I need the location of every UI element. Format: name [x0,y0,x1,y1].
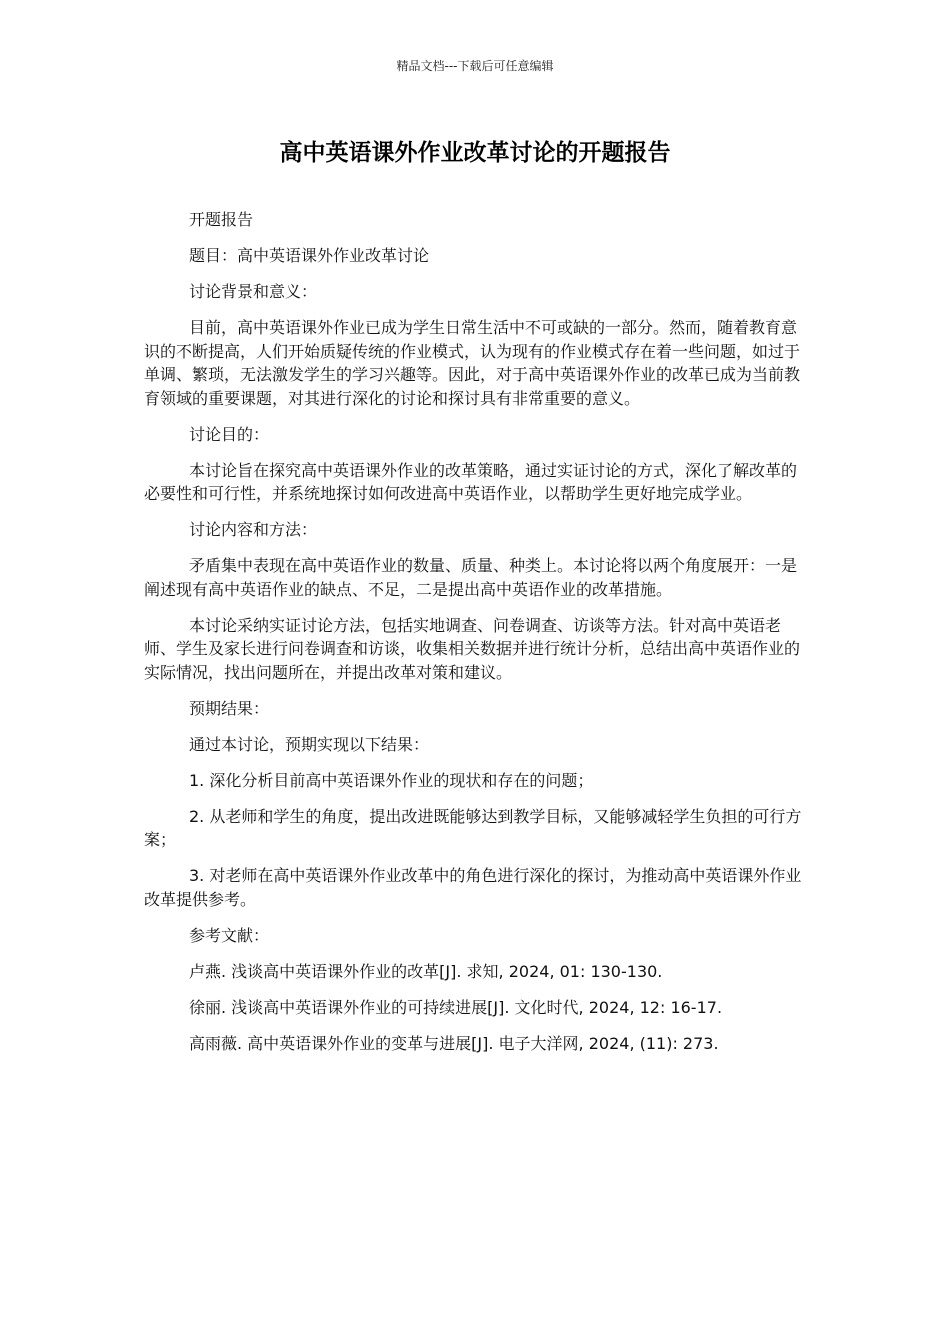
result-item-3: 3. 对老师在高中英语课外作业改革中的角色进行深化的探讨，为推动高中英语课外作业改革提供参考。 [144,866,802,909]
heading-background: 讨论背景和意义： [189,282,318,301]
paragraph-content: 矛盾集中表现在高中英语作业的数量、质量、种类上。本讨论将以两个角度展开：一是阐述现有高中英语作业的缺点、不足，二是提出高中英语作业的改革措施。 [144,556,798,599]
document-body [144,208,812,1068]
section-label-report: 开题报告 [189,210,254,229]
header-note: 精品文档---下载后可任意编辑 [396,59,554,73]
result-item-1: 1. 深化分析目前高中英语课外作业的现状和存在的问题； [189,770,594,790]
paragraph-background: 目前，高中英语课外作业已成为学生日常生活中不可或缺的一部分。然而，随着教育意识的不断提高，人们开始质疑传统的作业模式，认为现有的作业模式存在着一些问题，如过于单调、繁琐，无法激发学生的学习兴趣等。因此，对于高中英语课外作业的改革已成为当前教育领域的重要课题，对其进行深化的讨论和探讨具有非常重要的意义。 [144,318,801,408]
topic-line: 题目：高中英语课外作业改革讨论 [189,246,430,265]
heading-purpose: 讨论目的： [189,424,270,444]
heading-content-method: 讨论内容和方法： [189,520,318,539]
reference-item-3: 高雨薇. 高中英语课外作业的变革与进展[J]. 电子大洋网, 2024, (11): 273. [189,1033,719,1053]
reference-item-2: 徐丽. 浅谈高中英语课外作业的可持续进展[J]. 文化时代, 2024, 12: 16-17. [189,997,723,1017]
heading-expected-results: 预期结果： [189,698,270,718]
paragraph-purpose: 本讨论旨在探究高中英语课外作业的改革策略，通过实证讨论的方式，深化了解改革的必要性和可行性，并系统地探讨如何改进高中英语作业，以帮助学生更好地完成学业。 [144,460,798,503]
result-item-2: 2. 从老师和学生的角度，提出改进既能够达到教学目标，又能够减轻学生负担的可行方案； [144,806,802,849]
document-title: 高中英语课外作业改革讨论的开题报告 [279,140,671,166]
paragraph-method: 本讨论采纳实证讨论方法，包括实地调查、问卷调查、访谈等方法。针对高中英语老师、学生及家长进行问卷调查和访谈，收集相关数据并进行统计分析，总结出高中英语作业的实际情况，找出问题所在，并提出改革对策和建议。 [144,615,801,682]
heading-references: 参考文献： [189,925,270,945]
reference-item-1: 卢燕. 浅谈高中英语课外作业的改革[J]. 求知, 2024, 01: 130-130. [189,961,663,981]
paragraph-results-intro: 通过本讨论，预期实现以下结果： [189,734,430,754]
